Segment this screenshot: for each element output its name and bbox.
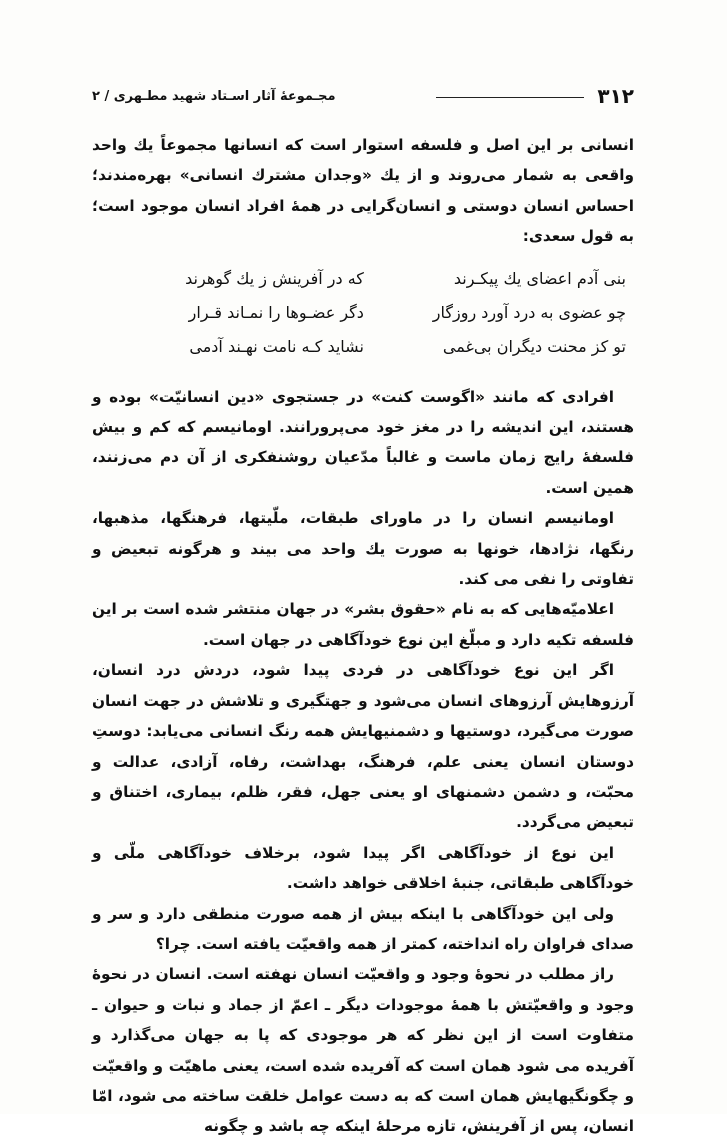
header-rule bbox=[436, 97, 584, 98]
paragraph-moral-aspect: این نوع از خودآگاهی اگر پیدا شود، برخلاف خودآگاهی ملّی و خودآگاهی طبقاتی، جنبهٔ اخلاقی خواهد داشت. bbox=[92, 843, 634, 893]
body-text bbox=[92, 130, 634, 1142]
poem-hemistich-second: دگر عضـوها را نمـاند قـرار bbox=[188, 302, 364, 322]
poem-hemistich-first: چو عضوی به درد آورد روزگار bbox=[432, 302, 626, 322]
poem-verse bbox=[92, 330, 634, 364]
poem-hemistich-second: که در آفرینش ز یك گوهرند bbox=[185, 268, 364, 288]
poem-verse bbox=[92, 262, 634, 296]
paragraph-self-awareness: اگر این نوع خودآگاهی در فردی پیدا شود، دردش درد انسان، آرزوهایش آرزوهای انسان می‌شود و جهتگیری و تلاشش در جهت انسان صورت می‌گیرد، دوستیها و دشمنیهایش همه رنگ انسانی می‌یابد: دوستِ دوستان انسان یعنی علم، فرهنگ، بهداشت، رفاه، آزادی، عدالت و محبّت، و دشمن دشمنهای او یعنی جهل، فقر، ظلم، بیماری، اختناق و تبعیض می‌گردد. bbox=[92, 661, 634, 832]
running-title: مجـموعهٔ آثار اسـتاد شهید مطـهری / ۲ bbox=[92, 89, 336, 104]
poem-hemistich-second: نشاید کـه نامت نهـند آدمی bbox=[189, 336, 364, 356]
poem-block bbox=[92, 262, 634, 364]
paragraph-auguste-comte: افرادی که مانند «اگوست کنت» در جستجوی «دین انسانیّت» بوده و هستند، این اندیشه را در مغز خود می‌پرورانند. اومانیسم که کم و بیش فلسفهٔ رایج زمان ماست و غالباً مدّعیان روشنفکری از آن دم می‌زنند، همین است. bbox=[92, 387, 634, 497]
paragraph-human-existence: راز مطلب در نحوهٔ وجود و واقعیّت انسان نهفته است. انسان در نحوهٔ وجود و واقعیّتش با همهٔ موجودات دیگر ـ اعمّ از جماد و نبات و حیوان ـ متفاوت است از این نظر که هر موجودی که پا به جهان می‌گذارد و آفریده می شود همان است که آفریده شده است، یعنی ماهیّت و واقعیّت و چگونگیهایش همان است که به دست عوامل خلقت ساخته می شود، امّا انسان، پس از آفرینش، تازه مرحلهٔ اینکه چه باشد و چگونه bbox=[92, 965, 634, 1136]
paragraph-intro: انسانی بر این اصل و فلسفه استوار است که انسانها مجموعاً یك واحد واقعی به شمار می‌روند و از یك «وجدان مشترك انسانی» بهره‌مندند؛ احساس انسان دوستی و انسان‌گرایی در همهٔ افراد انسان موجود است؛ به قول سعدی: bbox=[92, 136, 634, 246]
page-number: ۳۱۲ bbox=[597, 84, 634, 108]
poem-hemistich-first: بنی آدم اعضای یك پیکـرند bbox=[453, 268, 626, 288]
paragraph-human-rights: اعلامیّه‌هایی که به نام «حقوق بشر» در جهان منتشر شده است بر این فلسفه تکیه دارد و مبلّغ این نوع خودآگاهی در جهان است. bbox=[92, 600, 634, 649]
page-header bbox=[92, 84, 634, 110]
poem-hemistich-first: تو کز محنت دیگران بی‌غمی bbox=[442, 336, 626, 356]
paragraph-question: ولی این خودآگاهی با اینکه بیش از همه صورت منطقی دارد و سر و صدای فراوان راه انداخته، کمتر از همه واقعیّت یافته است. چرا؟ bbox=[92, 904, 634, 953]
poem-verse bbox=[92, 296, 634, 330]
paragraph-humanism: اومانیسم انسان را در ماورای طبقات، ملّیتها، فرهنگها، مذهبها، رنگها، نژادها، خونها به صورت یك واحد می بیند و هرگونه تبعیض و تفاوتی را نفی می کند. bbox=[92, 509, 634, 589]
